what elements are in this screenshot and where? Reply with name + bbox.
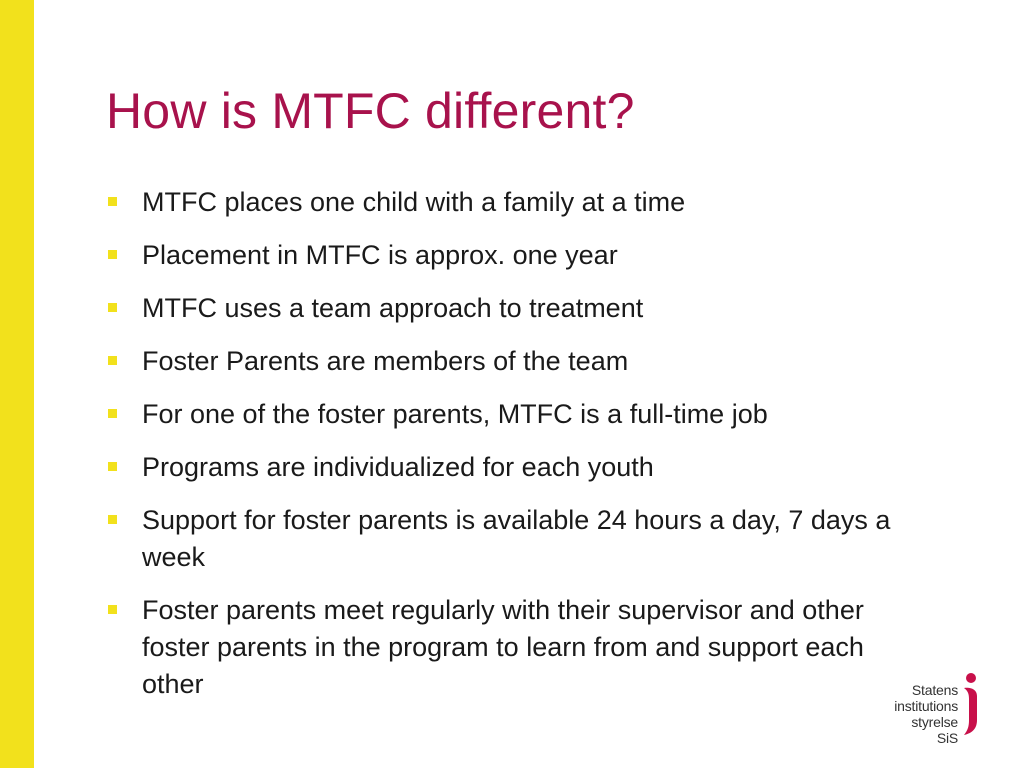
bullet-text: For one of the foster parents, MTFC is a full-time job [142,399,768,429]
square-bullet-icon [108,356,117,365]
bullet-text: MTFC places one child with a family at a time [142,187,686,217]
square-bullet-icon [108,250,117,259]
square-bullet-icon [108,605,117,614]
square-bullet-icon [108,197,117,206]
bullet-item [106,502,906,576]
info-i-icon [960,672,980,736]
bullet-item [106,343,906,380]
bullet-item [106,592,906,703]
sis-logo [892,672,988,746]
accent-bar [0,0,34,768]
square-bullet-icon [108,409,117,418]
bullet-text: Foster Parents are members of the team [142,346,629,376]
bullet-item [106,184,906,221]
bullet-list [106,184,906,719]
logo-line: styrelse SiS [911,714,958,746]
bullet-text: Placement in MTFC is approx. one year [142,240,618,270]
logo-line: Statens [911,682,958,698]
slide-title: How is MTFC different? [106,83,635,139]
bullet-text: Support for foster parents is available 24 hours a day, 7 days a week [142,505,891,572]
square-bullet-icon [108,515,117,524]
bullet-text: Foster parents meet regularly with their supervisor and other foster parents in the program to learn from and support each other [142,595,864,699]
logo-line: institutions [894,698,958,714]
bullet-item [106,449,906,486]
bullet-item [106,237,906,274]
square-bullet-icon [108,462,117,471]
square-bullet-icon [108,303,117,312]
bullet-item [106,396,906,433]
bullet-text: MTFC uses a team approach to treatment [142,293,644,323]
bullet-item [106,290,906,327]
logo-text [892,682,958,746]
bullet-text: Programs are individualized for each youth [142,452,654,482]
